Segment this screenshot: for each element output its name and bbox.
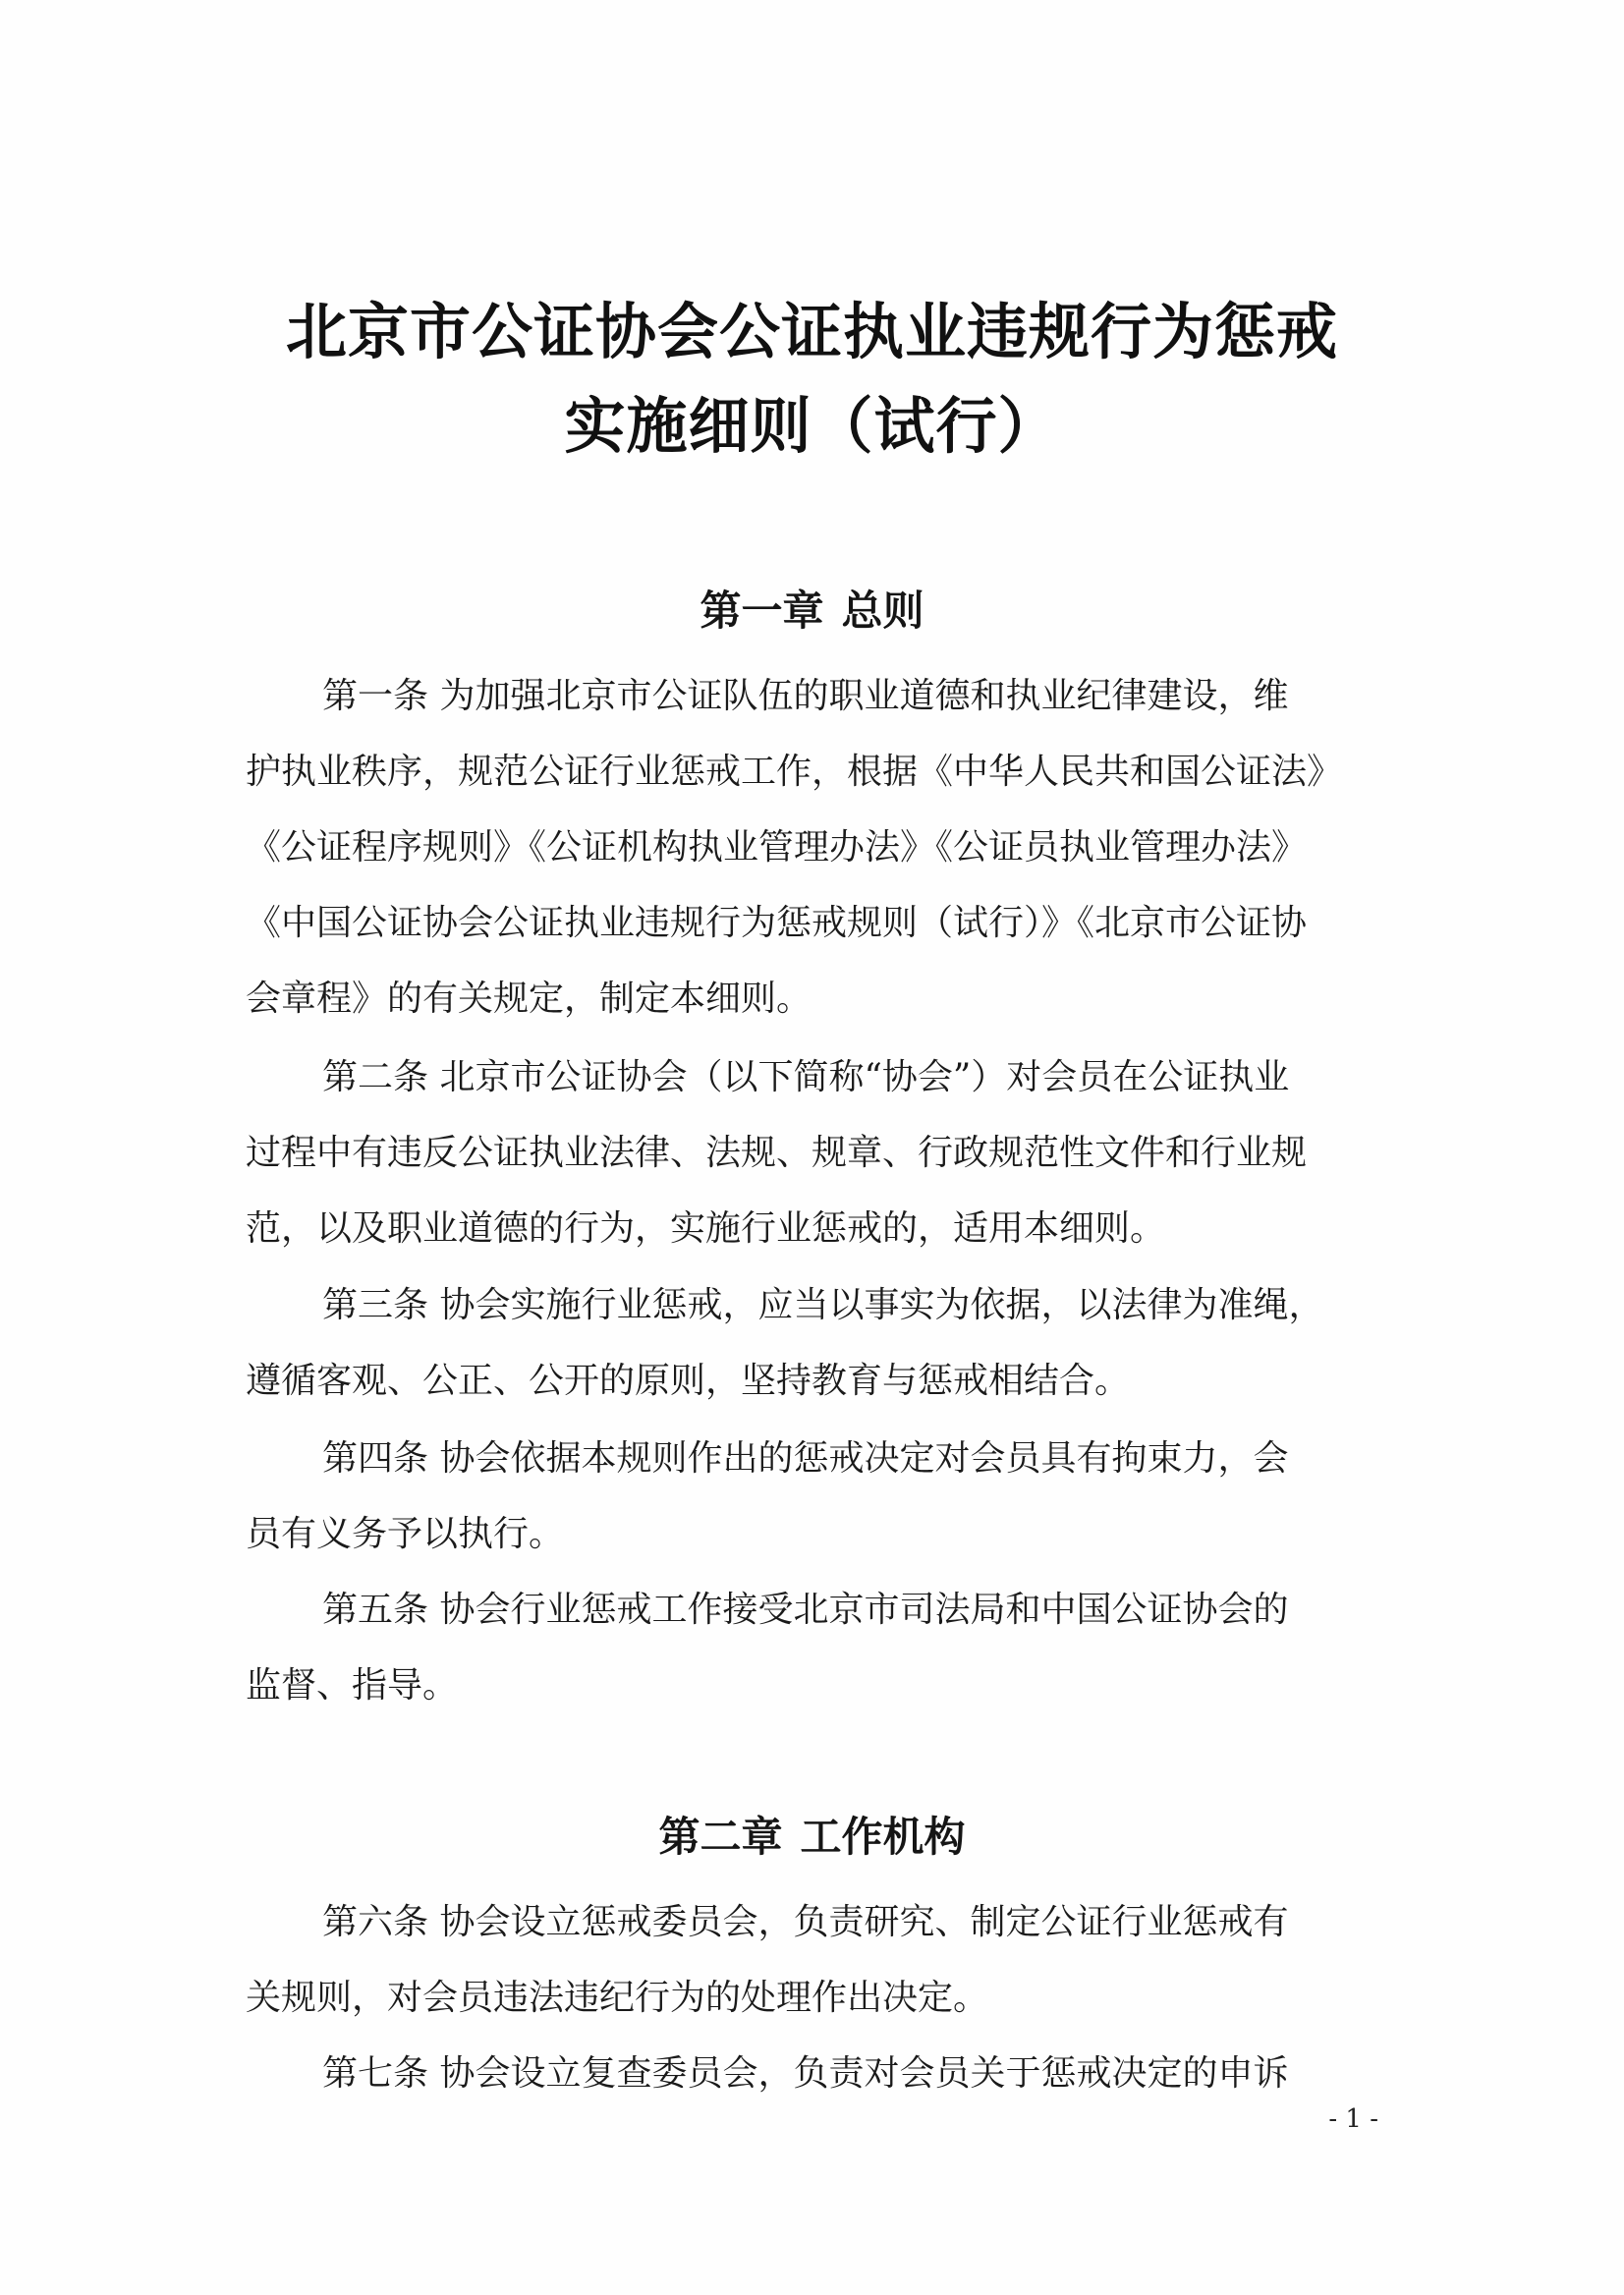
article-line: 范，以及职业道德的行为，实施行业惩戒的，适用本细则。 xyxy=(246,1208,1166,1249)
article-6 xyxy=(246,1884,1385,2036)
article-line: 《公证程序规则》《公证机构执业管理办法》《公证员执业管理办法》 xyxy=(246,827,1308,868)
title-line-2: 实施细则（试行） xyxy=(564,390,1060,462)
article-line: 第二条 北京市公证协会（以下简称“协会”）对会员在公证执业 xyxy=(322,1057,1290,1097)
chapter-number: 第二章 xyxy=(658,1813,783,1861)
article-3 xyxy=(246,1267,1385,1419)
article-line: 遵循客观、公正、公开的原则，坚持教育与惩戒相结合。 xyxy=(246,1361,1131,1401)
article-4 xyxy=(246,1421,1385,1572)
article-line: 第三条 协会实施行业惩戒，应当以事实为依据，以法律为准绳， xyxy=(322,1285,1324,1325)
title-line-1: 北京市公证协会公证执业违规行为惩戒 xyxy=(285,296,1338,367)
article-line: 护执业秩序，规范公证行业惩戒工作，根据《中华人民共和国公证法》 xyxy=(246,752,1343,792)
document-title xyxy=(0,285,1624,474)
chapter-number: 第一章 xyxy=(700,587,824,635)
article-line: 第一条 为加强北京市公证队伍的职业道德和执业纪律建设，维 xyxy=(322,676,1289,716)
article-line: 《中国公证协会公证执业违规行为惩戒规则（试行）》《北京市公证协 xyxy=(246,903,1308,943)
chapter-name: 总则 xyxy=(841,587,924,635)
article-line: 关规则，对会员违法违纪行为的处理作出决定。 xyxy=(246,1978,989,2018)
article-line: 监督、指导。 xyxy=(246,1665,459,1706)
article-line: 第五条 协会行业惩戒工作接受北京市司法局和中国公证协会的 xyxy=(322,1590,1289,1630)
chapter-name: 工作机构 xyxy=(800,1813,966,1861)
article-line: 第七条 协会设立复查委员会，负责对会员关于惩戒决定的申诉 xyxy=(322,2053,1289,2094)
article-line: 过程中有违反公证执业法律、法规、规章、行政规范性文件和行业规 xyxy=(246,1133,1308,1173)
article-5 xyxy=(246,1572,1385,1723)
article-line: 第六条 协会设立惩戒委员会，负责研究、制定公证行业惩戒有 xyxy=(322,1902,1289,1942)
chapter-heading-2 xyxy=(0,1808,1624,1867)
article-line: 员有义务予以执行。 xyxy=(246,1514,565,1554)
article-line: 第四条 协会依据本规则作出的惩戒决定对会员具有拘束力，会 xyxy=(322,1438,1289,1479)
chapter-heading-1 xyxy=(0,582,1624,641)
article-line: 会章程》的有关规定，制定本细则。 xyxy=(246,979,812,1019)
article-2 xyxy=(246,1039,1385,1266)
page-number: - 1 - xyxy=(1328,2104,1378,2134)
article-7 xyxy=(246,2036,1385,2111)
article-1 xyxy=(246,658,1385,1036)
